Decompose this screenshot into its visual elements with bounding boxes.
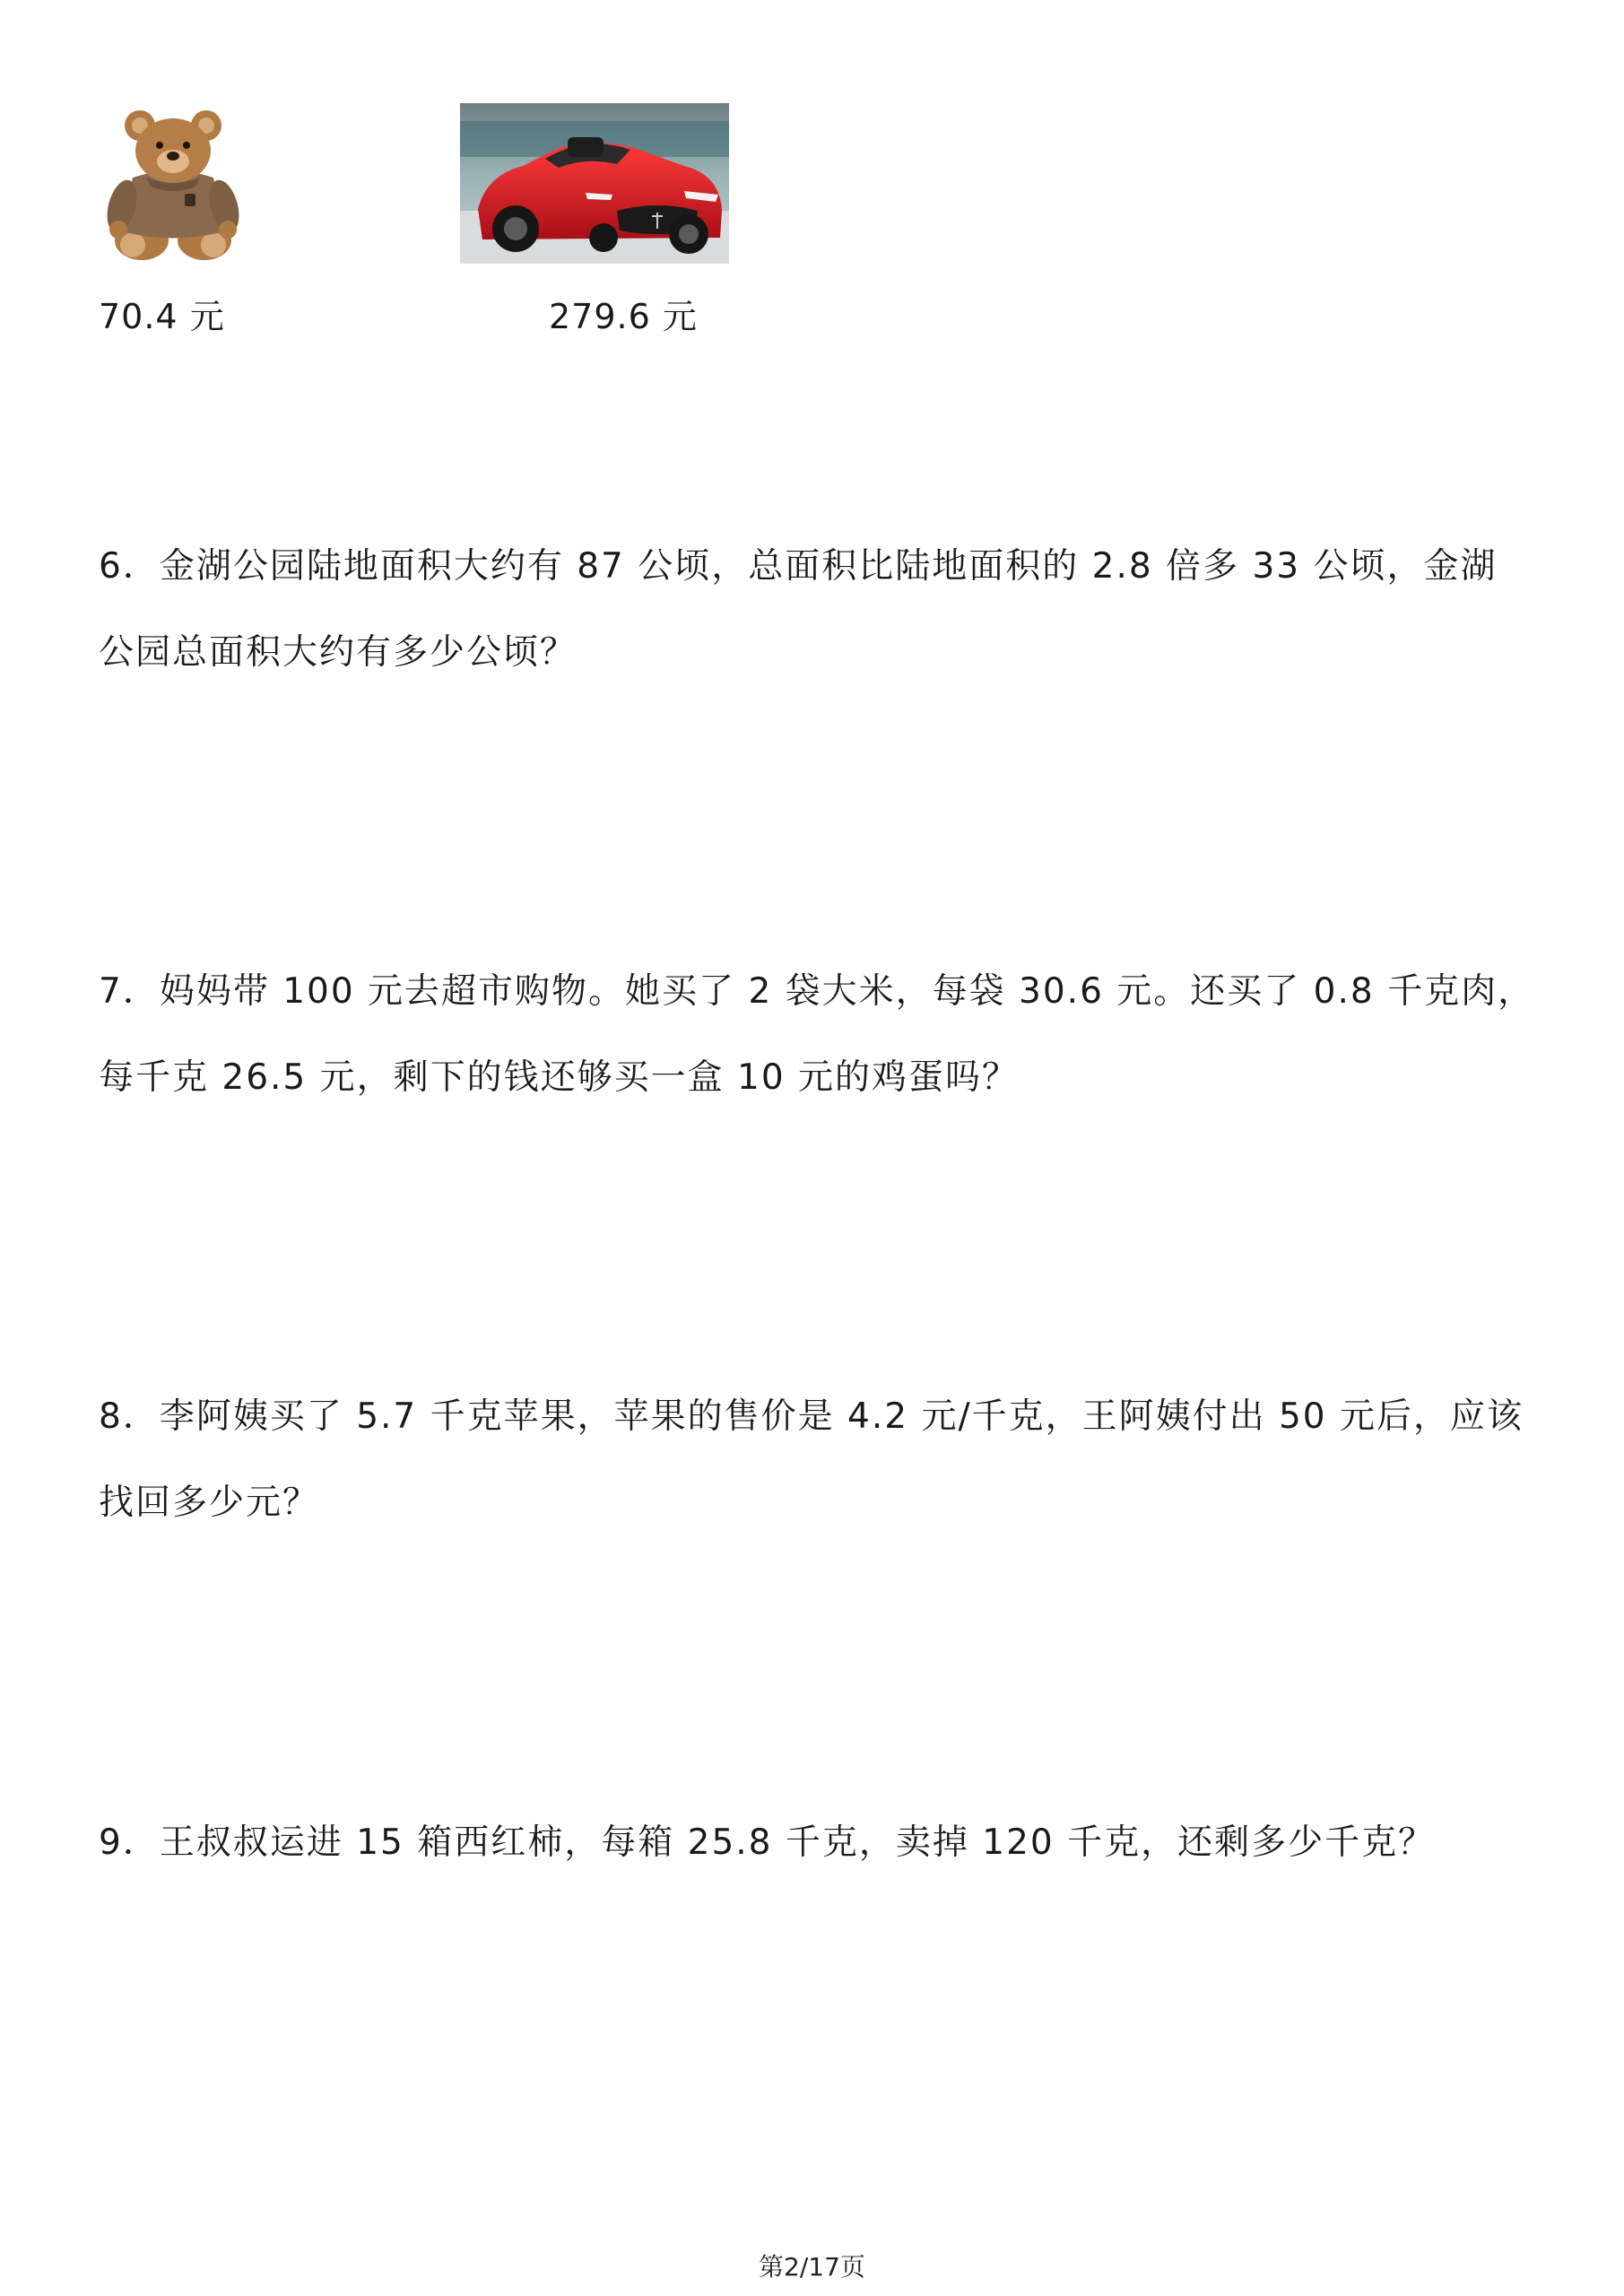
question-line: 每千克 26.5 元，剩下的钱还够买一盒 10 元的鸡蛋吗？ (99, 1057, 1020, 1098)
teddy-bear-price: 70.4 元 (99, 297, 225, 336)
question-8 (99, 1374, 1533, 1546)
question-9 (99, 1800, 1533, 1886)
question-6 (99, 524, 1533, 696)
question-line: 公园总面积大约有多少公顷？ (99, 632, 578, 673)
page-number: 第2/17页 (759, 2252, 865, 2282)
question-line: 7．妈妈带 100 元去超市购物。她买了 2 袋大米，每袋 30.6 元。还买了 0.8 千克肉， (99, 971, 1535, 1012)
question-line: 6．金湖公园陆地面积大约有 87 公顷，总面积比陆地面积的 2.8 倍多 33 公顷，金湖 (99, 546, 1498, 587)
question-line: 找回多少元？ (99, 1483, 320, 1523)
question-7 (99, 949, 1533, 1121)
toy-car-price: 279.6 元 (549, 297, 698, 336)
question-line: 8．李阿姨买了 5.7 千克苹果，苹果的售价是 4.2 元/千克，王阿姨付出 50 元后，应该 (99, 1396, 1524, 1437)
red-toy-car-image (460, 103, 729, 264)
teddy-bear-image (106, 106, 240, 264)
question-line: 9．王叔叔运进 15 箱西红柿，每箱 25.8 千克，卖掉 120 千克，还剩多少千克？ (99, 1822, 1436, 1863)
